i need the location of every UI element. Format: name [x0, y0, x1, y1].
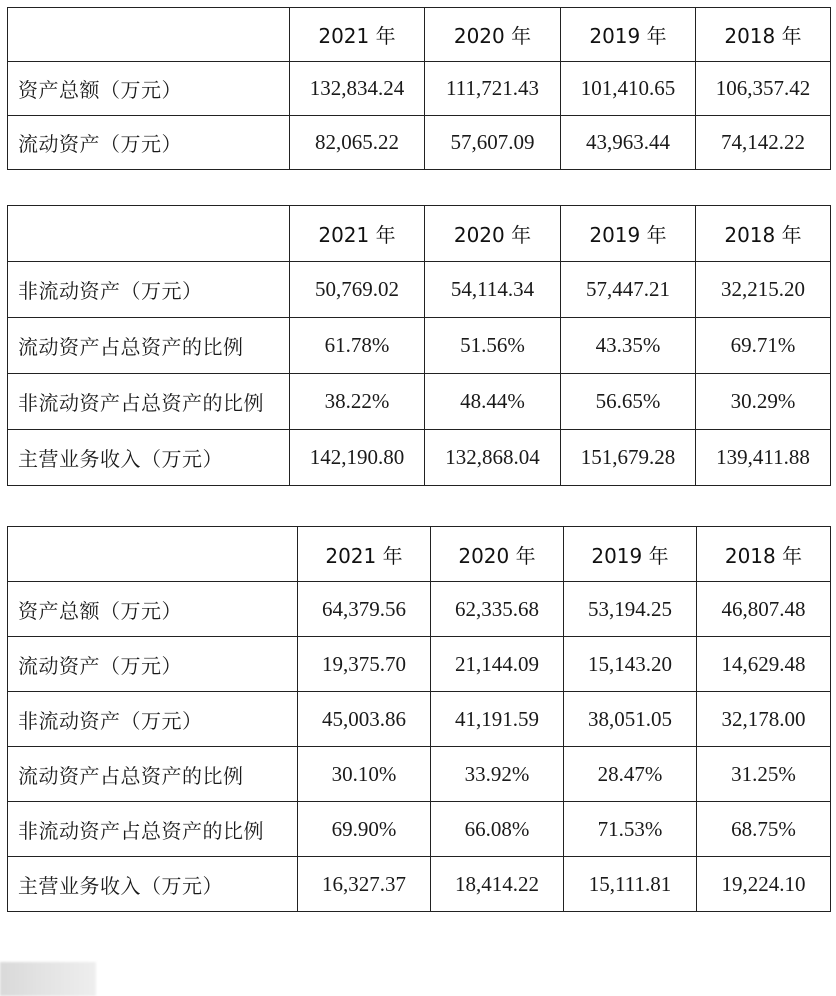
- table-row: [8, 318, 831, 374]
- table-row: [8, 637, 831, 692]
- row-label: 非流动资产占总资产的比例: [8, 374, 290, 430]
- cell-value: 69.90%: [298, 802, 431, 857]
- cell-value: 101,410.65: [561, 62, 696, 116]
- table-row: [8, 262, 831, 318]
- cell-value: 74,142.22: [696, 116, 831, 170]
- cell-value: 32,178.00: [697, 692, 831, 747]
- header-year-2018: 2018 年: [696, 8, 831, 62]
- header-cell-empty: [8, 8, 290, 62]
- cell-value: 82,065.22: [290, 116, 425, 170]
- header-cell-empty: [8, 206, 290, 262]
- cell-value: 30.10%: [298, 747, 431, 802]
- cell-value: 32,215.20: [696, 262, 831, 318]
- cell-value: 68.75%: [697, 802, 831, 857]
- cell-value: 30.29%: [696, 374, 831, 430]
- header-year-2019: 2019 年: [561, 8, 696, 62]
- header-year-2020: 2020 年: [431, 527, 564, 582]
- cell-value: 62,335.68: [431, 582, 564, 637]
- financial-table-2: [7, 205, 831, 486]
- cell-value: 38.22%: [290, 374, 425, 430]
- table-row: [8, 374, 831, 430]
- cell-value: 31.25%: [697, 747, 831, 802]
- row-label: 流动资产（万元）: [8, 116, 290, 170]
- header-year-2021: 2021 年: [298, 527, 431, 582]
- header-year-2019: 2019 年: [564, 527, 697, 582]
- cell-value: 69.71%: [696, 318, 831, 374]
- cell-value: 71.53%: [564, 802, 697, 857]
- cell-value: 142,190.80: [290, 430, 425, 486]
- cell-value: 19,375.70: [298, 637, 431, 692]
- table-row: [8, 692, 831, 747]
- cell-value: 111,721.43: [425, 62, 561, 116]
- cell-value: 21,144.09: [431, 637, 564, 692]
- cell-value: 132,834.24: [290, 62, 425, 116]
- row-label: 流动资产占总资产的比例: [8, 747, 298, 802]
- table-row: [8, 802, 831, 857]
- header-year-2019: 2019 年: [561, 206, 696, 262]
- cell-value: 106,357.42: [696, 62, 831, 116]
- cell-value: 33.92%: [431, 747, 564, 802]
- header-year-2021: 2021 年: [290, 8, 425, 62]
- table-row: [8, 857, 831, 912]
- cell-value: 45,003.86: [298, 692, 431, 747]
- cell-value: 132,868.04: [425, 430, 561, 486]
- row-label: 流动资产（万元）: [8, 637, 298, 692]
- blurred-watermark: [0, 962, 96, 996]
- cell-value: 139,411.88: [696, 430, 831, 486]
- header-row: [8, 206, 831, 262]
- row-label: 非流动资产（万元）: [8, 692, 298, 747]
- table-row: [8, 62, 831, 116]
- cell-value: 14,629.48: [697, 637, 831, 692]
- cell-value: 53,194.25: [564, 582, 697, 637]
- cell-value: 18,414.22: [431, 857, 564, 912]
- cell-value: 51.56%: [425, 318, 561, 374]
- cell-value: 57,607.09: [425, 116, 561, 170]
- cell-value: 151,679.28: [561, 430, 696, 486]
- cell-value: 61.78%: [290, 318, 425, 374]
- cell-value: 43.35%: [561, 318, 696, 374]
- header-year-2021: 2021 年: [290, 206, 425, 262]
- cell-value: 19,224.10: [697, 857, 831, 912]
- row-label: 非流动资产占总资产的比例: [8, 802, 298, 857]
- table-row: [8, 430, 831, 486]
- cell-value: 16,327.37: [298, 857, 431, 912]
- row-label: 资产总额（万元）: [8, 62, 290, 116]
- row-label: 主营业务收入（万元）: [8, 857, 298, 912]
- header-year-2020: 2020 年: [425, 8, 561, 62]
- cell-value: 15,111.81: [564, 857, 697, 912]
- cell-value: 66.08%: [431, 802, 564, 857]
- financial-table-1: [7, 7, 831, 170]
- header-cell-empty: [8, 527, 298, 582]
- header-row: [8, 527, 831, 582]
- table-row: [8, 582, 831, 637]
- cell-value: 38,051.05: [564, 692, 697, 747]
- cell-value: 41,191.59: [431, 692, 564, 747]
- header-year-2020: 2020 年: [425, 206, 561, 262]
- financial-table-3: [7, 526, 831, 912]
- cell-value: 57,447.21: [561, 262, 696, 318]
- cell-value: 48.44%: [425, 374, 561, 430]
- cell-value: 46,807.48: [697, 582, 831, 637]
- row-label: 主营业务收入（万元）: [8, 430, 290, 486]
- header-row: [8, 8, 831, 62]
- header-year-2018: 2018 年: [697, 527, 831, 582]
- header-year-2018: 2018 年: [696, 206, 831, 262]
- row-label: 非流动资产（万元）: [8, 262, 290, 318]
- cell-value: 28.47%: [564, 747, 697, 802]
- cell-value: 56.65%: [561, 374, 696, 430]
- cell-value: 43,963.44: [561, 116, 696, 170]
- cell-value: 54,114.34: [425, 262, 561, 318]
- cell-value: 15,143.20: [564, 637, 697, 692]
- row-label: 流动资产占总资产的比例: [8, 318, 290, 374]
- cell-value: 50,769.02: [290, 262, 425, 318]
- row-label: 资产总额（万元）: [8, 582, 298, 637]
- table-row: [8, 116, 831, 170]
- table-row: [8, 747, 831, 802]
- cell-value: 64,379.56: [298, 582, 431, 637]
